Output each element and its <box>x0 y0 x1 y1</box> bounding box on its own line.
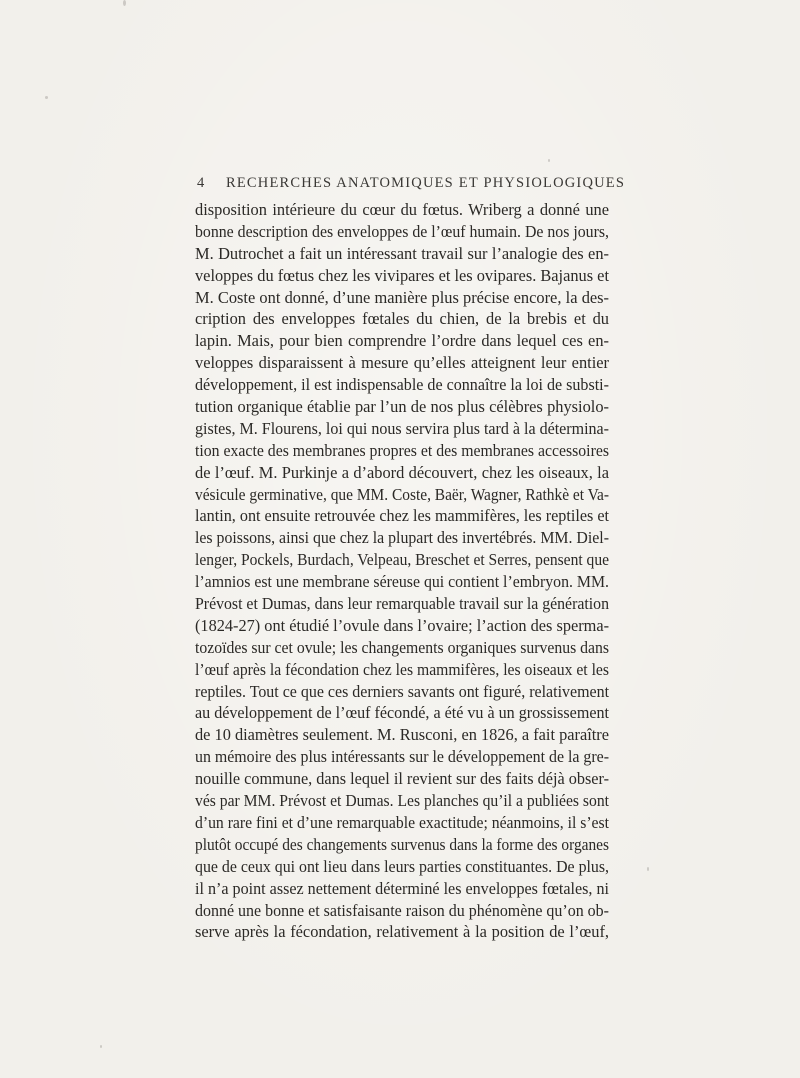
text-line: cription des enveloppes fœtales du chien, de la brebis et du <box>195 309 609 329</box>
text-line: d’un rare fini et d’une remarquable exactitude; néanmoins, il s’est <box>195 812 609 832</box>
text-line: (1824-27) ont étudié l’ovule dans l’ovaire; l’action des sperma- <box>195 615 610 635</box>
text-line: les poissons, ainsi que chez la plupart des invertébrés. MM. Diel- <box>195 528 609 548</box>
text-line: disposition intérieure du cœur du fœtus. Wriberg a donné une <box>195 200 609 219</box>
text-line: tution organique établie par l’un de nos plus célèbres physiolo- <box>195 397 609 417</box>
text-line: de 10 diamètres seulement. M. Rusconi, en 1826, a fait paraître <box>195 725 609 745</box>
text-line: donné une bonne et satisfaisante raison du phénomène qu’on ob- <box>195 900 609 920</box>
text-line: lapin. Mais, pour bien comprendre l’ordre dans lequel ces en- <box>195 331 609 351</box>
text-line: veloppes disparaissent à mesure qu’elles atteignent leur entier <box>195 353 609 373</box>
text-line: nouille commune, dans lequel il revient sur des faits déjà obser- <box>195 769 610 789</box>
text-line: au développement de l’œuf fécondé, a été vu à un grossissement <box>195 703 609 723</box>
text-line: gistes, M. Flourens, loi qui nous servira plus tard à la détermina- <box>195 418 610 438</box>
text-line: M. Dutrochet a fait un intéressant travail sur l’analogie des en- <box>195 243 609 263</box>
text-line: Prévost et Dumas, dans leur remarquable travail sur la génération <box>195 594 610 614</box>
text-line: bonne description des enveloppes de l’œuf humain. De nos jours, <box>195 221 609 241</box>
text-line: serve après la fécondation, relativement à la position de l’œuf, <box>195 922 609 942</box>
text-line: plutôt occupé des changements survenus dans la forme des organes <box>195 834 610 854</box>
text-line: vés par MM. Prévost et Dumas. Les planches qu’il a publiées sont <box>195 791 610 811</box>
text-line: vésicule germinative, que MM. Coste, Baër, Wagner, Rathkè et Va- <box>195 484 610 504</box>
page-number: 4 <box>197 175 206 191</box>
paper-speck <box>45 96 48 99</box>
text-line: veloppes du fœtus chez les vivipares et les ovipares. Bajanus et <box>195 265 609 285</box>
text-line: un mémoire des plus intéressants sur le développement de la gre- <box>195 747 610 767</box>
text-line: développement, il est indispensable de connaître la loi de substi- <box>195 375 610 395</box>
text-line: l’œuf après la fécondation chez les mammifères, les oiseaux et les <box>195 659 610 679</box>
text-line: que de ceux qui ont lieu dans leurs parties constituantes. De plus, <box>195 856 610 876</box>
text-line: tion exacte des membranes propres et des membranes accessoires <box>195 440 610 460</box>
text-line: de l’œuf. M. Purkinje a d’abord découvert, chez les oiseaux, la <box>195 462 609 482</box>
paper-speck <box>548 159 550 162</box>
body-text <box>195 199 609 943</box>
text-line: il n’a point assez nettement déterminé les enveloppes fœtales, ni <box>195 878 610 898</box>
paper-speck <box>123 0 126 6</box>
text-line: l’amnios est une membrane séreuse qui contient l’embryon. MM. <box>195 572 610 592</box>
text-line: lantin, ont ensuite retrouvée chez les mammifères, les reptiles et <box>195 506 610 526</box>
paper-speck <box>100 1045 102 1048</box>
text-line: lenger, Pockels, Burdach, Velpeau, Breschet et Serres, pensent que <box>195 550 610 570</box>
paper-speck <box>647 867 649 871</box>
running-head <box>197 175 626 195</box>
text-line: reptiles. Tout ce que ces derniers savants ont figuré, relativement <box>195 681 610 701</box>
text-line: M. Coste ont donné, d’une manière plus précise encore, la des- <box>195 287 609 307</box>
running-title: RECHERCHES ANATOMIQUES ET PHYSIOLOGIQUES <box>226 175 626 191</box>
text-line: tozoïdes sur cet ovule; les changements organiques survenus dans <box>195 637 610 657</box>
